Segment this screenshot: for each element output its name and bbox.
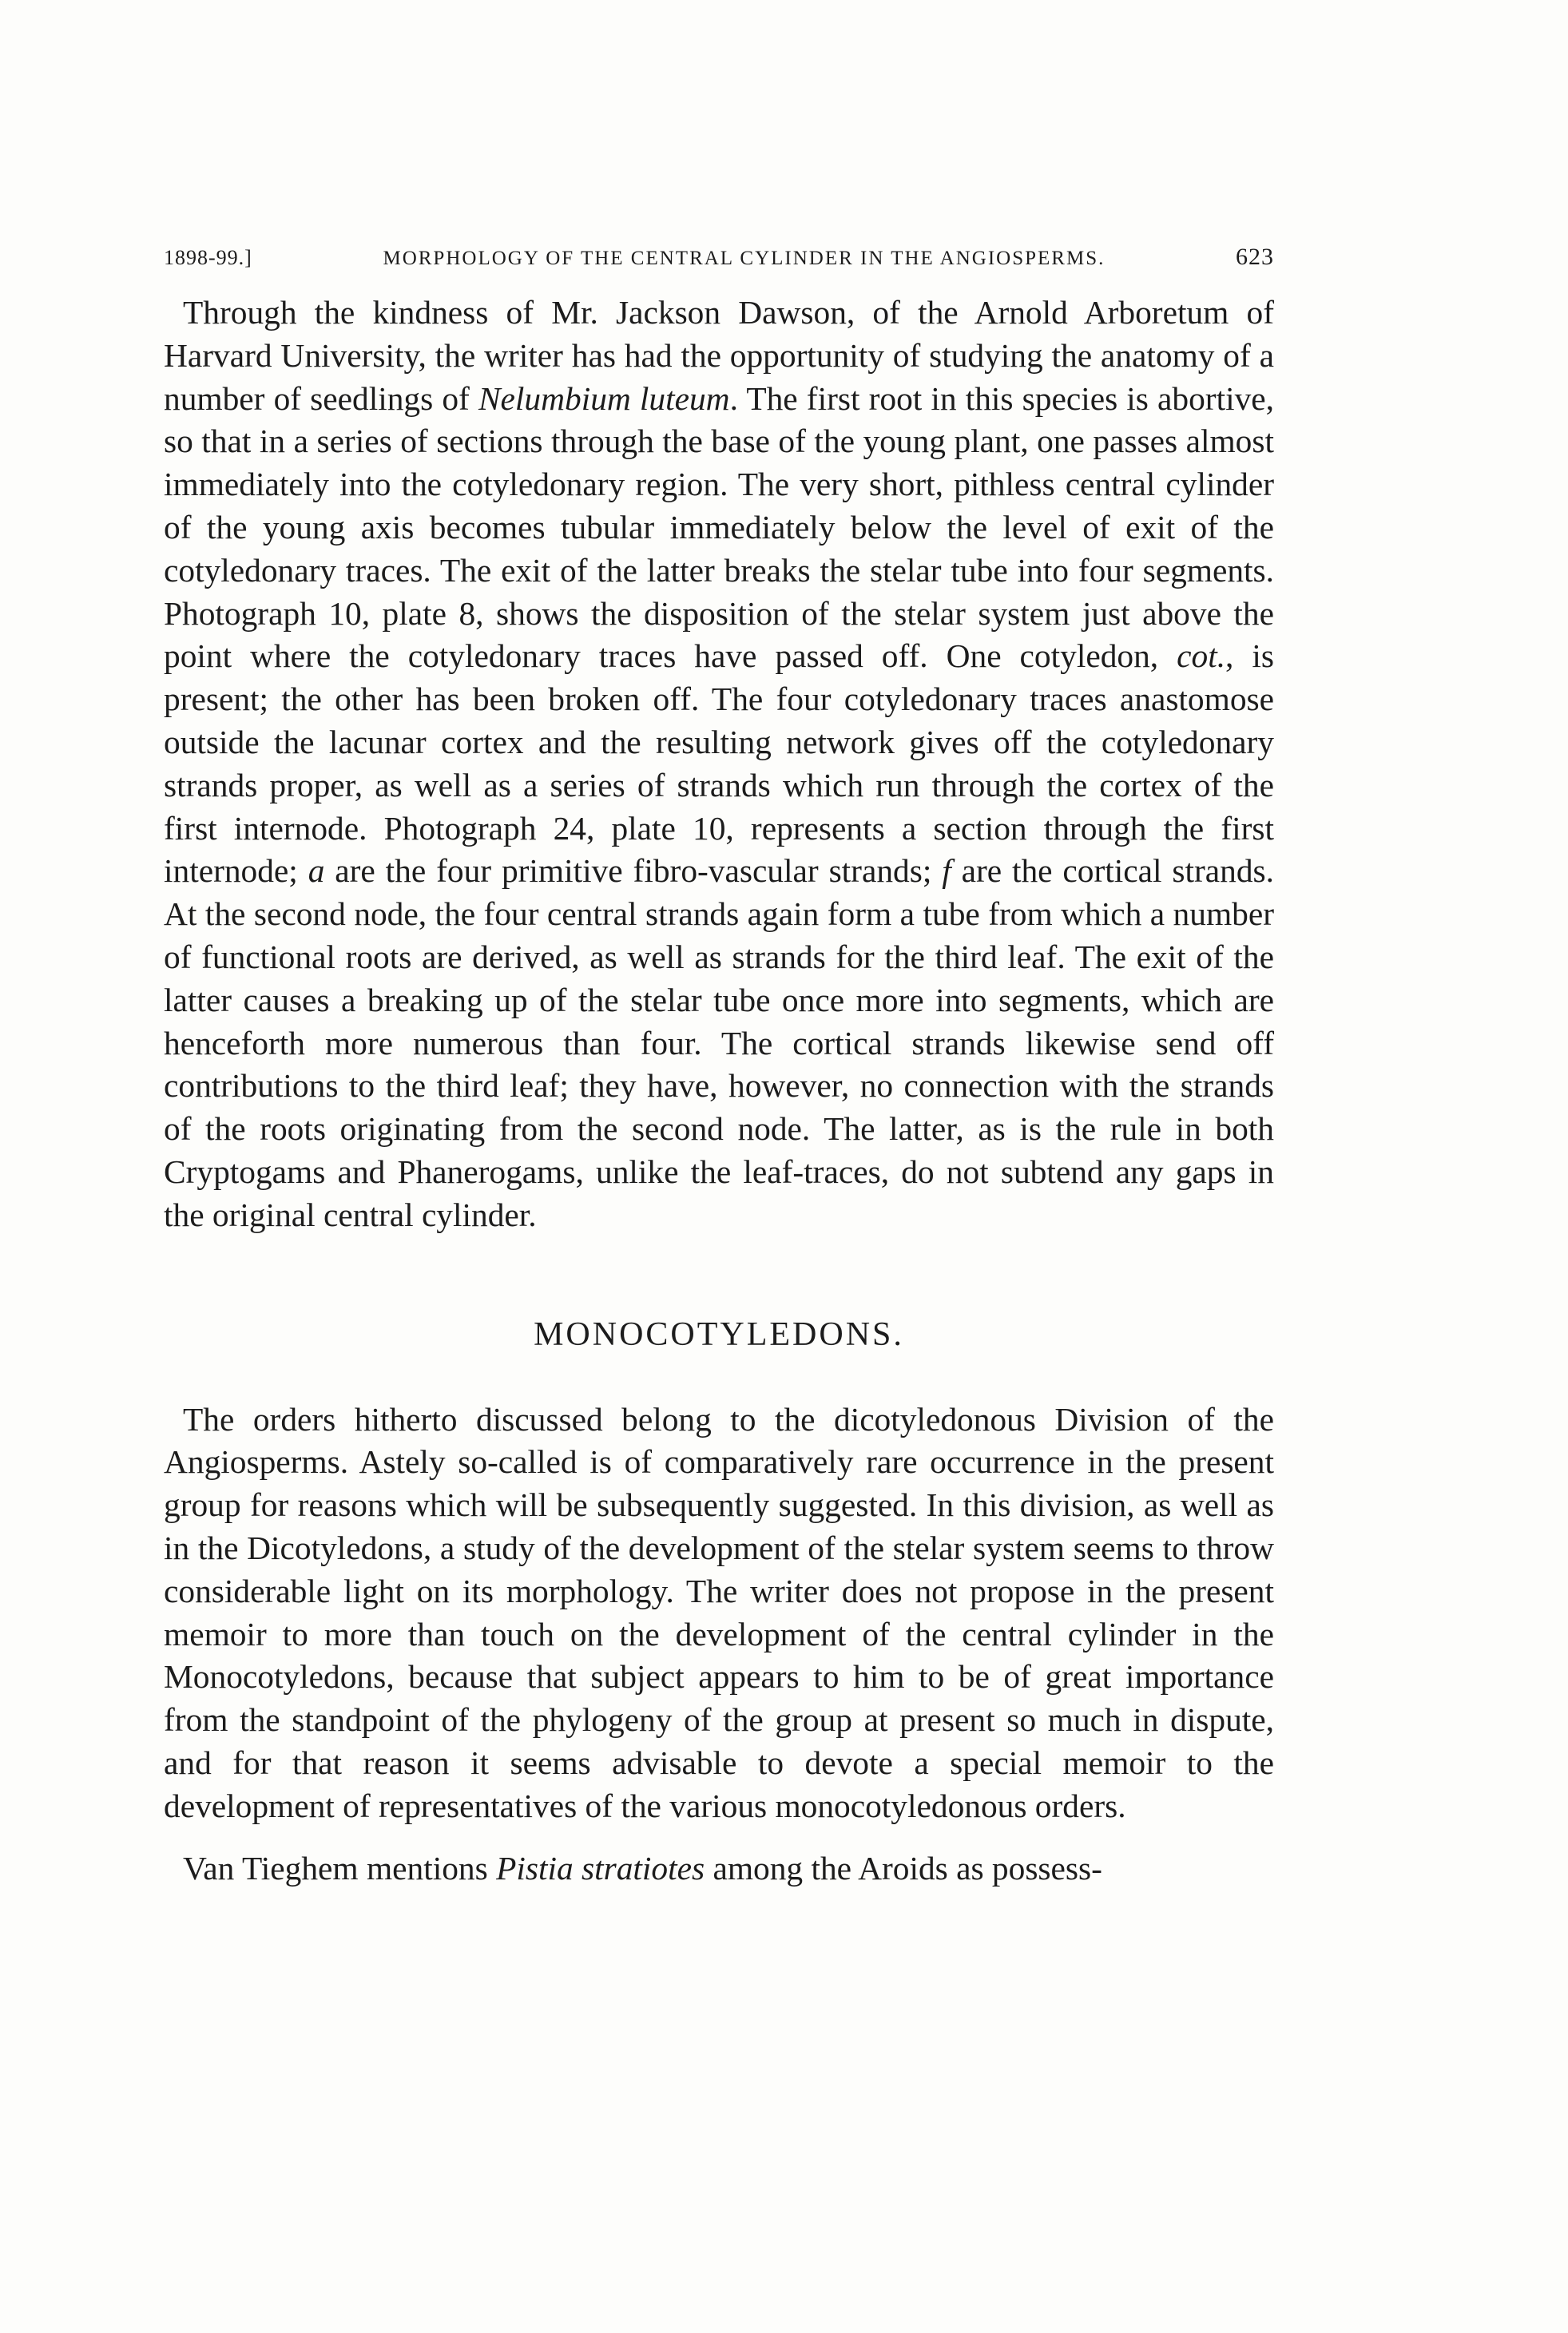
text-run: . The first root in this species is abortive, so that in a series of sections through the base of the young plant, one passes almost immediately into the cotyledonary region. The very short, pithless central cylinder of the young axis becomes tubular immediately below the level of exit of the cotyledonary traces. The exit of the latter breaks the stelar tube into four segments. Photograph 10, plate 8, shows the disposition of the stelar system just above the point where the cotyledonary traces have passed off. One cotyledon, bbox=[164, 379, 1274, 675]
text-run: Through the kindness of Mr. Jackson Dawson, of the Arnold Arboretum of Harvard University, the writer has had the opportunity of studying the anatomy of a number of seedlings of bbox=[164, 294, 1274, 417]
document-page bbox=[164, 244, 1274, 1890]
text-run: , is present; the other has been broken off. The four cotyledonary traces anastomose outside the lacunar cortex and the resulting network gives off the cotyledonary strands proper, as well as a series of strands which run through the cortex of the first internode. Photograph 24, plate 10, represents a section through the first internode; bbox=[164, 637, 1274, 890]
body-text-after bbox=[164, 1399, 1274, 1891]
italic-text: cot. bbox=[1177, 637, 1226, 675]
text-run: The orders hitherto discussed belong to the dicotyledonous Division of the Angiosperms. Astely so-called is of comparatively rare occurrence in the present group for reasons which will be subsequently suggested. In this division, as well as in the Dicotyledons, a study of the development of the stelar system seems to throw considerable light on its morphology. The writer does not propose in the present memoir to more than touch on the development of the central cylinder in the Monocotyledons, because that subject appears to him to be of great importance from the standpoint of the phylogeny of the group at present so much in dispute, and for that reason it seems advisable to devote a special memoir to the development of representatives of the various monocotyledonous orders. bbox=[164, 1400, 1274, 1824]
paragraph-gap bbox=[164, 1828, 1274, 1847]
paragraph bbox=[164, 1847, 1274, 1891]
running-head bbox=[164, 244, 1274, 271]
text-run: among the Aroids as possess- bbox=[705, 1849, 1102, 1887]
section-heading: MONOCOTYLEDONS. bbox=[534, 1315, 904, 1353]
text-run: are the four primitive fibro-vascular strands; bbox=[324, 852, 943, 890]
text-run: Van Tieghem mentions bbox=[183, 1849, 497, 1887]
italic-text: a bbox=[308, 852, 325, 890]
page-number: 623 bbox=[1235, 244, 1274, 270]
text-run: are the cortical strands. At the second node, the four central strands again form a tube from which a number of functional roots are derived, as well as strands for the third leaf. The exit of the latter causes a breaking up of the stelar tube once more into segments, which are henceforth more numerous than four. The cortical strands likewise send off contributions to the third leaf; they have, however, no connection with the strands of the roots originating from the second node. The latter, as is the rule in both Cryptogams and Phanerogams, unlike the leaf-traces, do not subtend any gaps in the original central cylinder. bbox=[164, 852, 1274, 1233]
italic-text: Nelumbium luteum bbox=[478, 379, 730, 417]
paragraph bbox=[164, 292, 1274, 1237]
body-text-before bbox=[164, 292, 1274, 1237]
italic-text: Pistia stratiotes bbox=[496, 1849, 705, 1887]
running-head-year: 1898-99.] bbox=[164, 246, 252, 269]
running-head-title: MORPHOLOGY OF THE CENTRAL CYLINDER IN THE ANGIOSPERMS. bbox=[383, 248, 1106, 269]
paragraph bbox=[164, 1399, 1274, 1828]
italic-text: f bbox=[942, 852, 951, 890]
